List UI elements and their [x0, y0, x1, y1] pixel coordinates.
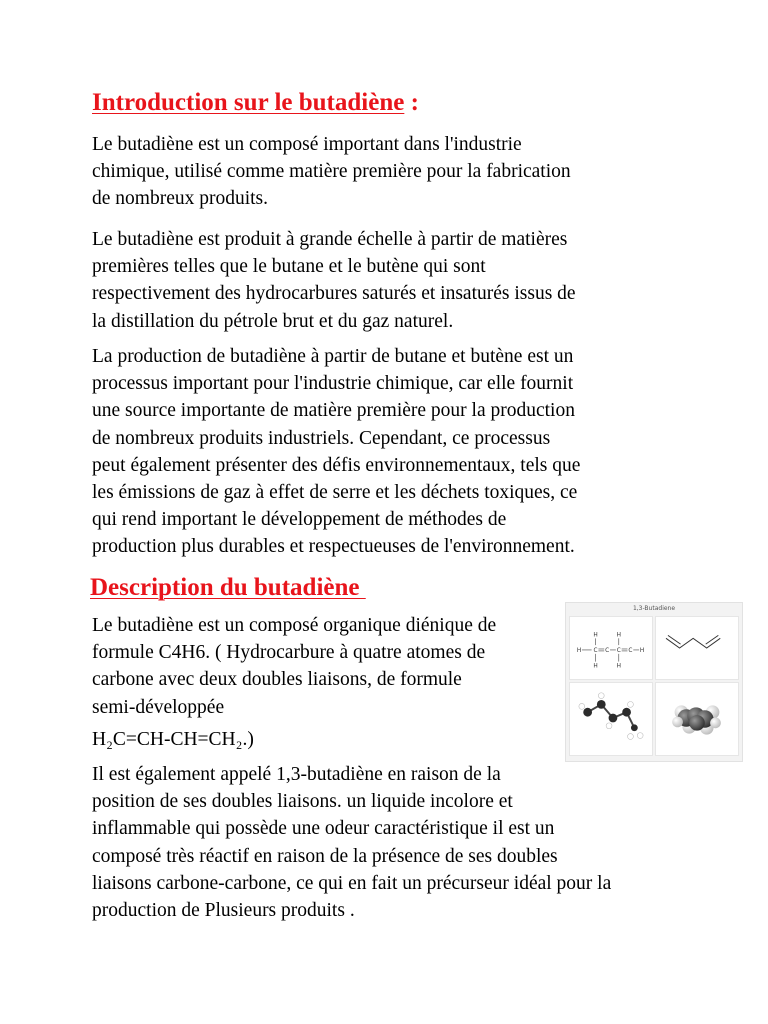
section-heading-description [90, 573, 366, 603]
lewis-structure-panel [569, 616, 653, 680]
paragraph-intro-2 [92, 226, 576, 335]
atom-c-label: C [616, 647, 621, 654]
atom-c-label: C [628, 647, 633, 654]
paragraph-description-2 [92, 761, 611, 924]
ball-and-stick-model [570, 683, 652, 755]
skeletal-formula-panel [655, 616, 739, 680]
paragraph-intro-1 [92, 131, 571, 213]
formula-text: H₂C=CH-CH=CH₂.) [92, 729, 254, 750]
text-line: de nombreux produits. [92, 188, 269, 210]
space-filling-panel [655, 682, 739, 756]
paragraph-formula [92, 726, 254, 753]
text-line: la distillation du pétrole brut et du gaz naturel. [92, 310, 454, 332]
text-line: Il est également appelé 1,3-butadiène en raison de la [92, 764, 501, 785]
atom-h-label: H [616, 663, 621, 670]
text-line: La production de butadiène à partir de butane et butène est un [92, 346, 574, 367]
atom-c-label: C [593, 647, 598, 654]
text-line: Le butadiène est produit à grande échelle à partir de matières [92, 229, 568, 250]
text-line: liaisons carbone-carbone, ce qui en fait un précurseur idéal pour la [92, 872, 612, 894]
atom-h-label: H [593, 632, 598, 639]
text-line: premières telles que le butane et le butène qui sont [92, 256, 486, 278]
text-line: qui rend important le développement de méthodes de [92, 509, 507, 531]
text-line: production de Plusieurs produits . [92, 900, 355, 922]
text-line: peut également présenter des défis environnementaux, tels que [92, 454, 581, 476]
atom-h-label: H [616, 632, 621, 639]
ball-and-stick-panel [569, 682, 653, 756]
text-line: chimique, utilisé comme matière première pour la fabrication [92, 161, 571, 183]
text-line: inflammable qui possède une odeur caractéristique il est un [92, 818, 555, 840]
atom-c-label: C [605, 647, 610, 654]
text-line: Le butadiène est un composé organique diénique de [92, 615, 497, 636]
text-line: respectivement des hydrocarbures saturés et insaturés issus de [92, 283, 576, 305]
space-filling-model [656, 683, 738, 755]
skeletal-formula-diagram [656, 617, 738, 679]
text-line: carbone avec deux doubles liaisons, de formule [92, 669, 462, 691]
lewis-structure-diagram [570, 617, 652, 679]
section-heading-introduction [92, 88, 419, 118]
figure-title: 1,3-Butadiene [632, 605, 676, 612]
atom-h-label: H [593, 663, 598, 670]
text-line: position de ses doubles liaisons. un liquide incolore et [92, 791, 513, 813]
text-line: de nombreux produits industriels. Cependant, ce processus [92, 427, 551, 449]
text-line: Le butadiène est un composé important dans l'industrie [92, 134, 522, 155]
text-line: processus important pour l'industrie chimique, car elle fournit [92, 373, 574, 395]
text-line: les émissions de gaz à effet de serre et les déchets toxiques, ce [92, 482, 578, 504]
text-line: semi-développée [92, 696, 225, 718]
paragraph-description-1 [92, 612, 496, 721]
atom-h-label: H [639, 647, 645, 654]
heading-suffix: : [404, 89, 419, 116]
text-line: une source importante de matière première pour la production [92, 400, 575, 422]
text-line: production plus durables et respectueuses de l'environnement. [92, 536, 575, 558]
atom-h-label: H [576, 647, 582, 654]
butadiene-structure-figure [565, 602, 743, 762]
paragraph-intro-3 [92, 343, 580, 561]
heading-text: Introduction sur le butadiène [92, 89, 405, 116]
text-line: composé très réactif en raison de la présence de ses doubles [92, 845, 558, 867]
heading-text: Description du butadiène [90, 574, 366, 601]
text-line: formule C4H6. ( Hydrocarbure à quatre atomes de [92, 642, 486, 664]
